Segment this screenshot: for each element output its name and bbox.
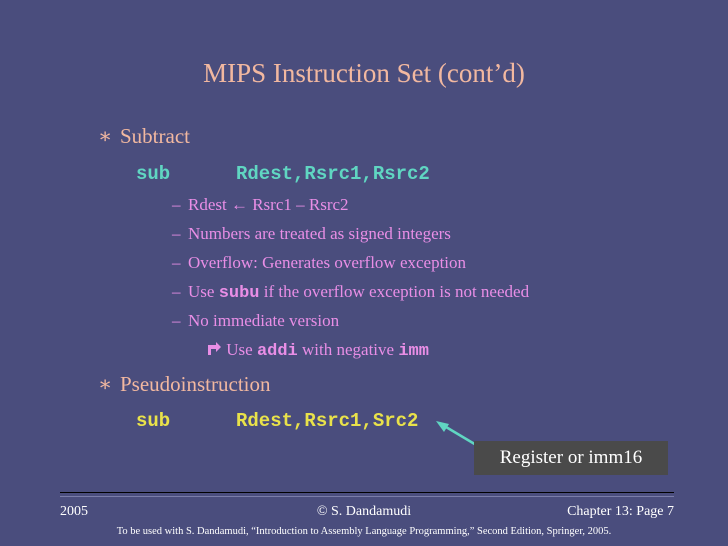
footer-page: Chapter 13: Page 7 bbox=[567, 504, 674, 519]
bullet-star-icon: ∗ bbox=[98, 124, 113, 148]
subpoint-2: – Numbers are treated as signed integers bbox=[172, 224, 451, 243]
footer-author: © S. Dandamudi bbox=[316, 504, 412, 519]
subpoint-3: – Overflow: Generates overflow exception bbox=[172, 253, 467, 272]
code-line-sub bbox=[136, 163, 430, 185]
sub-subpoint-mid: with negative bbox=[297, 340, 399, 359]
bullet-heading: Pseudoinstruction bbox=[120, 372, 271, 396]
arrow-bullet-icon bbox=[206, 340, 226, 359]
subpoint-text: Numbers are treated as signed integers bbox=[188, 224, 451, 243]
subpoint-1: – Rdest ← Rsrc1 – Rsrc2 bbox=[172, 195, 349, 214]
slide-title: MIPS Instruction Set (cont’d) bbox=[203, 58, 525, 88]
subpoint-text: No immediate version bbox=[188, 311, 340, 330]
code-line-pseudo bbox=[136, 410, 418, 432]
footer-divider-shadow bbox=[60, 496, 674, 497]
subpoint-4: – Use subu if the overflow exception is not needed bbox=[172, 282, 530, 303]
sub-subpoint bbox=[206, 340, 429, 361]
bullet-star-icon: ∗ bbox=[98, 372, 113, 396]
bullet-subtract bbox=[98, 124, 190, 149]
subpoint-text-pre: Use bbox=[188, 282, 219, 301]
code-op: sub bbox=[136, 163, 171, 185]
subpoint-text: Overflow: Generates overflow exception bbox=[188, 253, 467, 272]
sub-subpoint-code2: imm bbox=[398, 342, 429, 361]
bullet-heading: Subtract bbox=[120, 124, 190, 148]
callout-box: Register or imm16 bbox=[474, 441, 668, 475]
bullet-pseudoinstruction bbox=[98, 372, 271, 397]
footer-divider bbox=[60, 492, 674, 493]
footer-note: To be used with S. Dandamudi, “Introduction to Assembly Language Programming,” Second Edition, Springer, 2005. bbox=[116, 526, 612, 537]
subpoint-code: subu bbox=[218, 284, 260, 303]
subpoint-text: Rdest ← Rsrc1 – Rsrc2 bbox=[188, 195, 349, 214]
code-args: Rdest,Rsrc1,Rsrc2 bbox=[236, 163, 430, 185]
sub-subpoint-code: addi bbox=[256, 342, 298, 361]
code-args: Rdest,Rsrc1,Src2 bbox=[236, 410, 419, 432]
subpoint-5: – No immediate version bbox=[172, 311, 340, 330]
sub-subpoint-pre: Use bbox=[226, 340, 257, 359]
footer-year: 2005 bbox=[60, 504, 88, 519]
subpoint-text-post: if the overflow exception is not needed bbox=[259, 282, 530, 301]
code-op: sub bbox=[136, 410, 171, 432]
